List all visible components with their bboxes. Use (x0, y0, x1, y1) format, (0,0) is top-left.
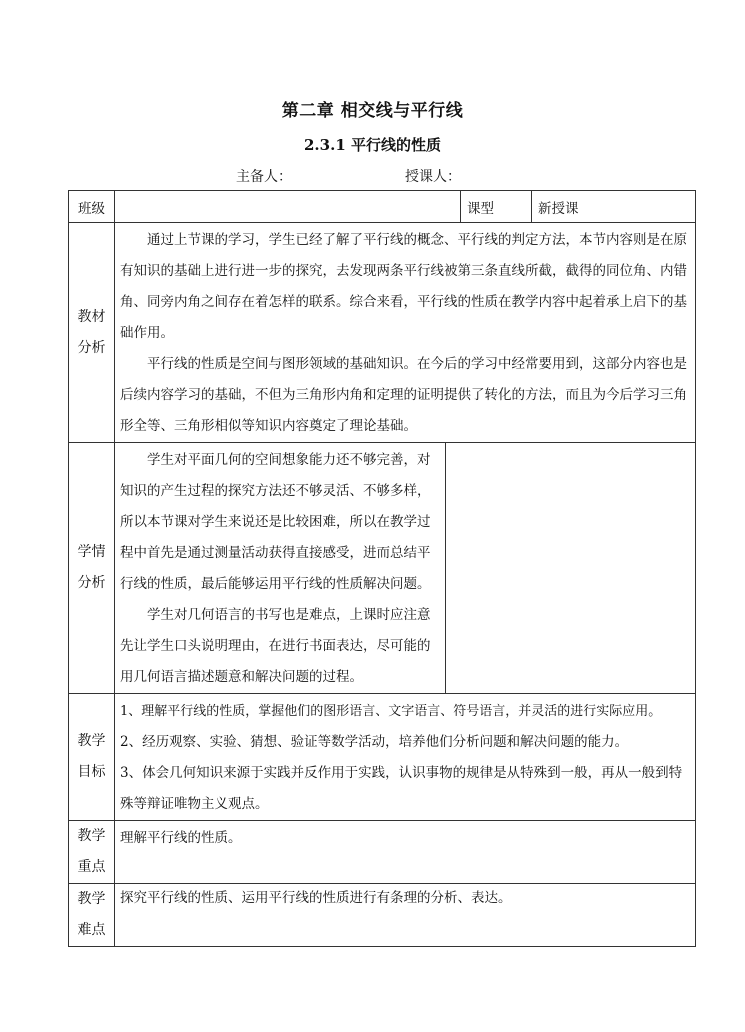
material-paragraph: 通过上节课的学习，学生已经了解了平行线的概念、平行线的判定方法，本节内容则是在原有知识的基础上进行进一步的探究，去发现两条平行线被第三条直线所截，截得的同位角、内错角、同旁内角之间存在着怎样的联系。综合来看，平行线的性质在教学内容中起着承上启下的基础作用。 (120, 232, 687, 341)
type-value: 新授课 (532, 191, 696, 223)
type-label: 课型 (461, 191, 532, 223)
key-points-label-line-2: 重点 (77, 859, 106, 875)
table-row-key-points (69, 821, 696, 884)
key-points-text: 理解平行线的性质。 (120, 830, 242, 846)
key-points-content (115, 821, 696, 884)
goals-content (115, 694, 696, 821)
table-row-students (69, 443, 696, 694)
table-row-goals (69, 694, 696, 821)
table-row-material (69, 223, 696, 443)
lesson-plan-table (68, 190, 696, 947)
key-points-label (69, 821, 115, 884)
students-label-line-1: 学情 (77, 544, 106, 560)
lesson-title: 2.3.1 平行线的性质 (304, 136, 441, 154)
difficulties-label-line-2: 难点 (77, 922, 106, 938)
preparer-label: 主备人： (236, 169, 292, 185)
teacher-label: 授课人： (405, 169, 461, 185)
goals-label-line-1: 教学 (77, 733, 106, 749)
material-paragraph: 平行线的性质是空间与图形领域的基础知识。在今后的学习中经常要用到，这部分内容也是后续内容学习的基础，不但为三角形内角和定理的证明提供了转化的方法，而且为今后学习三角形全等、三角形相似等知识内容奠定了理论基础。 (120, 356, 687, 434)
material-label-line-1: 教材 (77, 308, 106, 325)
chapter-title: 第二章 相交线与平行线 (281, 101, 464, 121)
students-label-line-2: 分析 (77, 575, 106, 591)
students-label (69, 443, 115, 694)
table-row-class (69, 191, 696, 223)
key-points-label-line-1: 教学 (77, 828, 106, 844)
goal-item: 1、理解平行线的性质，掌握他们的图形语言、文字语言、符号语言，并灵活的进行实际应用。 (120, 704, 662, 719)
difficulties-text: 探究平行线的性质、运用平行线的性质进行有条理的分析、表达。 (120, 890, 512, 906)
class-value (115, 191, 461, 223)
class-label: 班级 (69, 191, 115, 223)
difficulties-label (69, 884, 115, 947)
goals-label (69, 694, 115, 821)
goals-label-line-2: 目标 (77, 764, 106, 780)
goal-item: 3、体会几何知识来源于实践并反作用于实践，认识事物的规律是从特殊到一般，再从一般到特殊等辩证唯物主义观点。 (120, 765, 683, 812)
material-content (115, 223, 696, 443)
students-blank-cell (446, 443, 696, 694)
table-row-difficulties (69, 884, 696, 947)
students-paragraph: 学生对平面几何的空间想象能力还不够完善，对知识的产生过程的探究方法还不够灵活、不够多样，所以本节课对学生来说还是比较困难，所以在教学过程中首先是通过测量活动获得直接感受，进而总结平行线的性质，最后能够运用平行线的性质解决问题。 (120, 452, 431, 592)
material-label (69, 223, 115, 443)
difficulties-content (115, 884, 696, 947)
difficulties-label-line-1: 教学 (77, 891, 106, 907)
goal-item: 2、经历观察、实验、猜想、验证等数学活动，培养他们分析问题和解决问题的能力。 (120, 734, 629, 750)
students-content (115, 443, 446, 694)
material-label-line-2: 分析 (77, 339, 106, 356)
students-paragraph: 学生对几何语言的书写也是难点，上课时应注意先让学生口头说明理由，在进行书面表达，尽可能的用几何语言描述题意和解决问题的过程。 (120, 607, 431, 685)
